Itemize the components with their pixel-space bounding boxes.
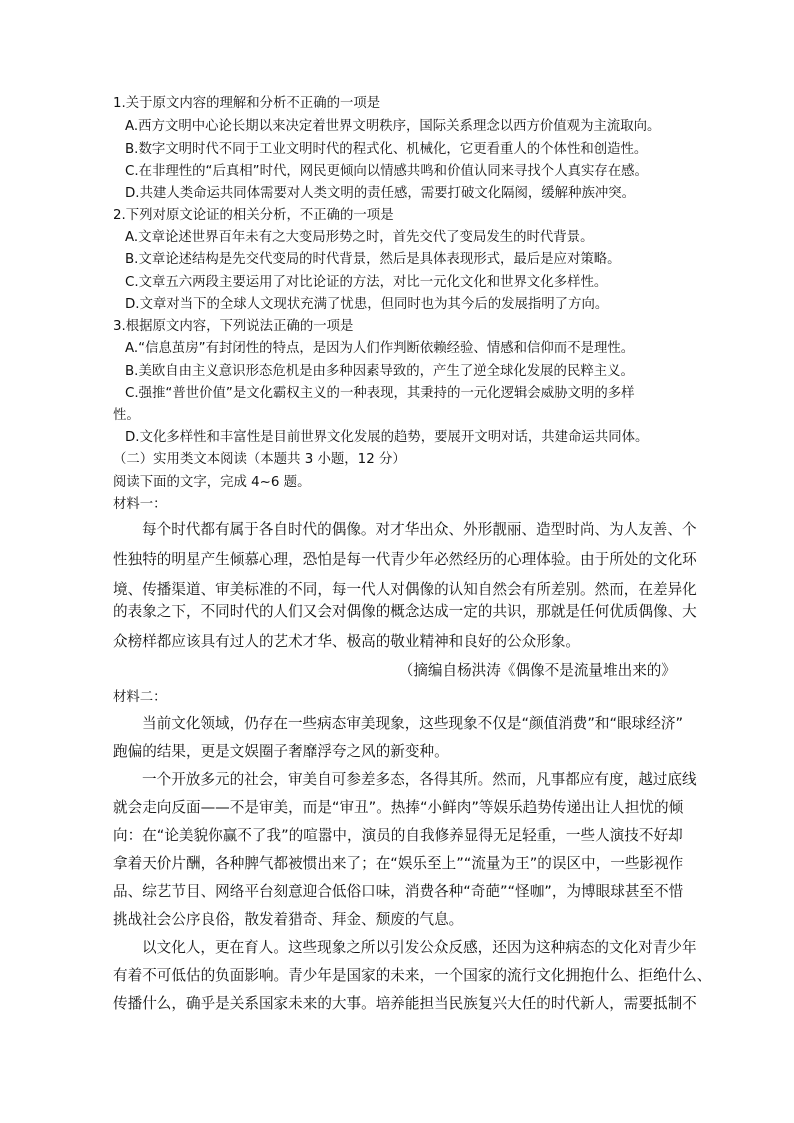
- material-2-line: 拿着天价片酬，各种脾气都被惯出来了；在“娱乐至上”“流量为王”的误区中，一些影视作: [113, 855, 684, 872]
- question-3-option-c: C.强推“普世价值”是文化霸权主义的一种表现，其秉持的一元化逻辑会威胁文明的多样: [125, 386, 635, 401]
- question-1-option-c: C.在非理性的“后真相”时代，网民更倾向以情感共鸣和价值认同来寻找个人真实存在感。: [125, 164, 648, 179]
- material-2-line: 以文化人，更在育人。这些现象之所以引发公众反感，还因为这种病态的文化对青少年: [142, 939, 697, 956]
- question-1-option-a: A.西方文明中心论长期以来决定着世界文明秩序，国际关系理念以西方价值观为主流取向。: [125, 119, 661, 134]
- material-1-source: （摘编自杨洪涛《偶像不是流量堆出来的》: [398, 662, 676, 679]
- question-2-option-a: A.文章论述世界百年未有之大变局形势之时，首先交代了变局发生的时代背景。: [125, 230, 594, 245]
- question-3-option-a: A.“信息茧房”有封闭性的特点，是因为人们作判断依赖经验、情感和信仰而不是理性。: [125, 341, 635, 356]
- material-2-line: 当前文化领域，仍存在一些病态审美现象，这些现象不仅是“颜值消费”和“眼球经济”: [142, 715, 684, 732]
- material-2-line: 有着不可低估的负面影响。青少年是国家的未来，一个国家的流行文化拥抱什么、拒绝什么、: [113, 967, 712, 984]
- question-2-option-d: D.文章对当下的全球人文现状充满了忧患，但同时也为其今后的发展指明了方向。: [125, 297, 609, 312]
- question-1-option-b: B.数字文明时代不同于工业文明时代的程式化、机械化，它更看重人的个体性和创造性。: [125, 142, 648, 157]
- question-3-option-c-continued: 性。: [113, 408, 140, 423]
- question-2-option-c: C.文章五六两段主要运用了对比论证的方法，对比一元化文化和世界文化多样性。: [125, 275, 608, 290]
- question-1-option-d: D.共建人类命运共同体需要对人类文明的责任感，需要打破文化隔阂，缓解种族冲突。: [125, 186, 636, 201]
- material-1-line: 的表象之下，不同时代的人们又会对偶像的概念达成一定的共识，那就是任何优质偶像、大: [113, 603, 697, 620]
- material-1-line: 众榜样都应该具有过人的艺术才华、极高的敬业精神和良好的公众形象。: [113, 633, 581, 650]
- reading-instruction: 阅读下面的文字，完成 4~6 题。: [113, 475, 311, 490]
- material-2-line: 向：在“论美貌你赢不了我”的喧嚣中，演员的自我修养显得无足轻重，一些人演技不好却: [113, 827, 683, 844]
- question-2-stem: 2.下列对原文论证的相关分析，不正确的一项是: [113, 208, 394, 223]
- material-2-line: 一个开放多元的社会，审美自可参差多态，各得其所。然而，凡事都应有度，越过底线: [142, 771, 697, 788]
- material-1-line: 境、传播渠道、审美标准的不同，每一代人对偶像的认知自然会有所差别。然而，在差异化: [113, 581, 697, 598]
- material-2-line: 传播什么，确乎是关系国家未来的大事。培养能担当民族复兴大任的时代新人，需要抵制不: [113, 995, 697, 1012]
- material-2-line: 跑偏的结果，更是文娱圈子奢靡浮夸之风的新变种。: [113, 743, 449, 760]
- question-3-option-b: B.美欧自由主义意识形态危机是由多种因素导致的，产生了逆全球化发展的民粹主义。: [125, 364, 634, 379]
- question-3-stem: 3.根据原文内容，下列说法正确的一项是: [113, 319, 354, 334]
- section-heading: （二）实用类文本阅读（本题共 3 小题，12 分）: [113, 452, 406, 467]
- material-2-line: 品、综艺节目、网络平台刻意迎合低俗口味，消费各种“奇葩”“怪咖”，为博眼球甚至不惜: [113, 883, 684, 900]
- material-1-label: 材料一：: [113, 497, 167, 512]
- material-2-label: 材料二：: [113, 690, 167, 705]
- material-1-line: 性独特的明星产生倾慕心理，恐怕是每一代青少年必然经历的心理体验。由于所处的文化环: [113, 551, 697, 568]
- question-3-option-d: D.文化多样性和丰富性是目前世界文化发展的趋势，要展开文明对话，共建命运共同体。: [125, 430, 649, 445]
- question-2-option-b: B.文章论述结构是先交代变局的时代背景，然后是具体表现形式，最后是应对策略。: [125, 252, 621, 267]
- material-2-line: 就会走向反面——不是审美，而是“审丑”。热捧“小鲜肉”等娱乐趋势传递出让人担忧的倾: [113, 799, 684, 816]
- question-1-stem: 1.关于原文内容的理解和分析不正确的一项是: [113, 96, 381, 111]
- material-1-line: 每个时代都有属于各自时代的偶像。对才华出众、外形靓丽、造型时尚、为人友善、个: [142, 521, 697, 538]
- material-2-line: 挑战社会公序良俗，散发着猎奇、拜金、颓废的气息。: [113, 911, 464, 928]
